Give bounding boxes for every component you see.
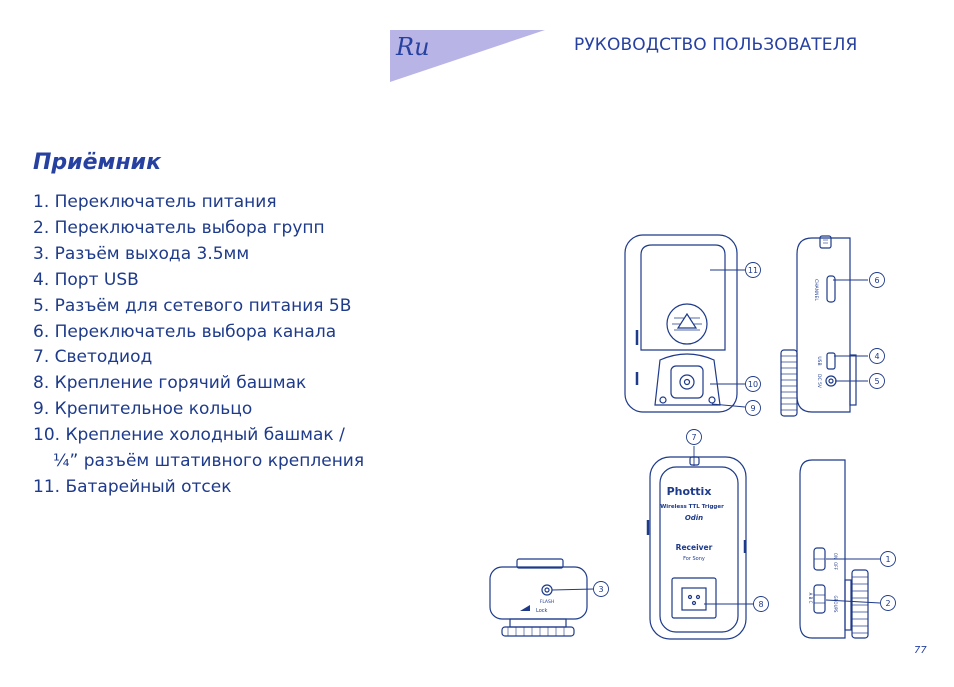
product-line-label: Wireless TTL Trigger (660, 504, 724, 510)
callout-10 (746, 377, 761, 392)
dc-label: DC 5V (816, 374, 821, 388)
on-label: ON (833, 552, 838, 560)
role-label: Receiver (675, 543, 713, 552)
receiver-front-view (648, 446, 756, 639)
usb-label: USB (816, 356, 821, 366)
callout-3 (594, 582, 609, 597)
page-number: 77 (914, 645, 927, 656)
groups-label: GROUPS (833, 595, 838, 613)
locking-ring-side (781, 350, 797, 416)
section-title: Приёмник (33, 150, 162, 175)
receiver-back-view (625, 235, 745, 412)
svg-text:9: 9 (750, 404, 756, 413)
off-label: OFF (833, 562, 838, 570)
callout-4 (870, 349, 885, 364)
list-item: 2. Переключатель выбора групп (33, 217, 325, 238)
flash-label: FLASH (539, 600, 555, 605)
svg-text:3: 3 (598, 585, 604, 594)
model-label: Odin (684, 514, 704, 522)
svg-text:10: 10 (747, 380, 759, 389)
svg-text:1: 1 (885, 555, 891, 564)
document-title: РУКОВОДСТВО ПОЛЬЗОВАТЕЛЯ (574, 35, 858, 55)
list-item: 4. Порт USB (33, 269, 139, 290)
svg-text:11: 11 (747, 266, 759, 275)
svg-text:8: 8 (758, 600, 764, 609)
svg-text:6: 6 (874, 276, 880, 285)
callout-5 (870, 374, 885, 389)
svg-text:2: 2 (885, 599, 891, 608)
callout-7 (687, 430, 702, 445)
language-code: Ru (396, 33, 430, 61)
receiver-bottom-view (490, 559, 594, 636)
lock-label: Lock (536, 608, 548, 614)
channel-label: CHANNEL (813, 279, 818, 301)
receiver-left-view (800, 460, 880, 638)
list-item: 8. Крепление горячий башмак (33, 373, 307, 394)
locking-ring-left (852, 570, 868, 638)
callout-11 (746, 263, 761, 278)
brand-label: Phottix (666, 485, 712, 498)
callout-8 (754, 597, 769, 612)
receiver-side-view (781, 236, 868, 416)
callout-2 (881, 596, 896, 611)
list-item: 3. Разъём выхода 3.5мм (33, 243, 250, 264)
callout-1 (881, 552, 896, 567)
svg-text:4: 4 (874, 352, 880, 361)
callout-9 (746, 401, 761, 416)
group-letters-label: A B C (808, 592, 813, 604)
list-item: 9. Крепительное кольцо (33, 399, 253, 420)
list-item: 5. Разъём для сетевого питания 5В (33, 295, 352, 316)
list-item: 7. Светодиод (33, 347, 153, 368)
list-item: 11. Батарейный отсек (33, 476, 232, 497)
list-item: ¼” разъём штативного крепления (53, 451, 365, 472)
svg-text:7: 7 (691, 433, 697, 442)
compat-label: For Sony (683, 556, 705, 562)
callout-6 (870, 273, 885, 288)
list-item: 1. Переключатель питания (33, 192, 277, 212)
svg-text:5: 5 (874, 377, 880, 386)
list-item: 10. Крепление холодный башмак / (33, 425, 345, 446)
locking-ring-bottom (502, 627, 574, 636)
list-item: 6. Переключатель выбора канала (33, 321, 337, 342)
